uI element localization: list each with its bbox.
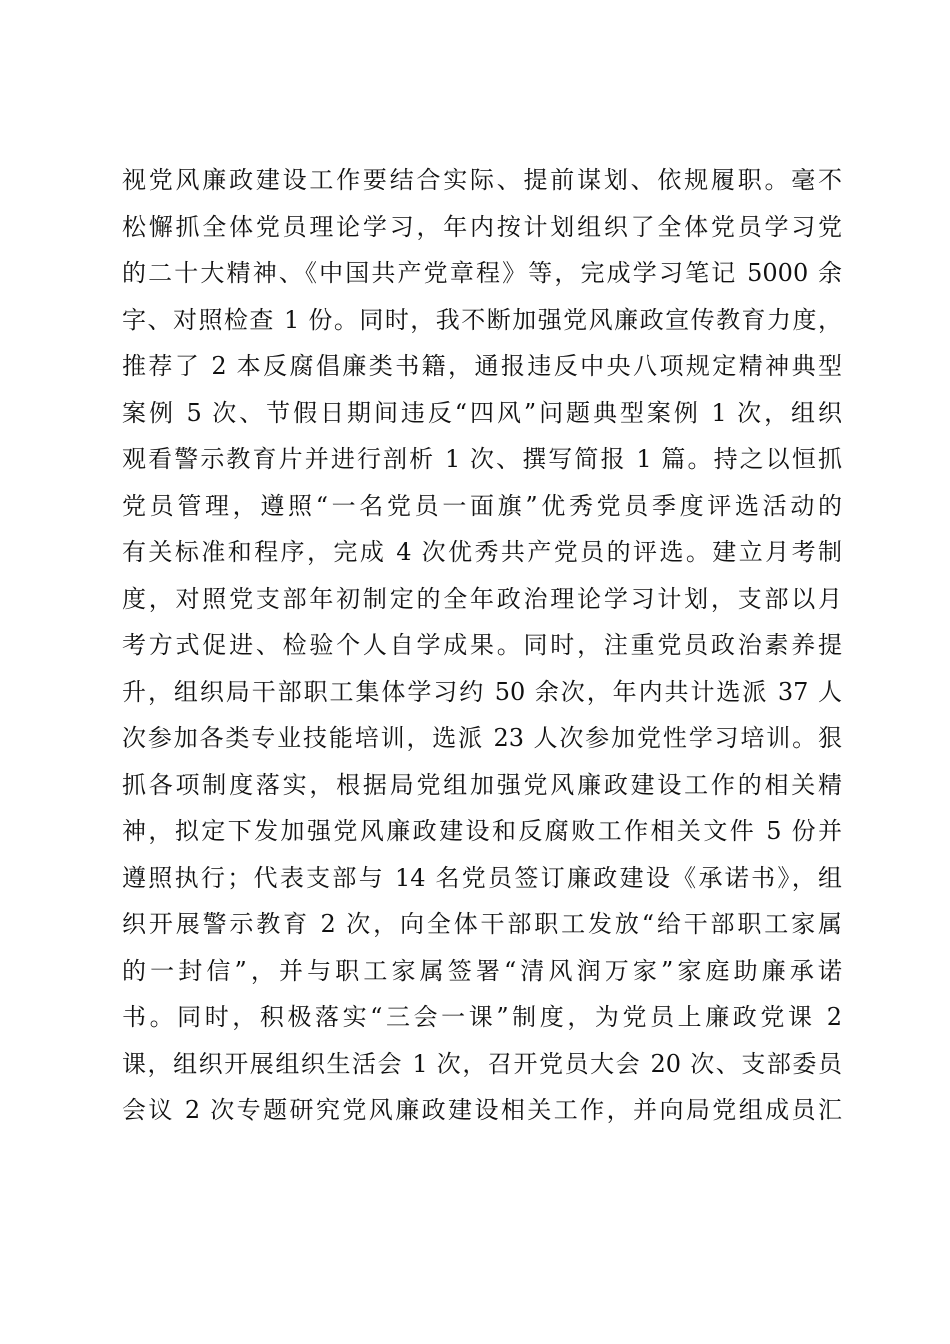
text-line: 书。同时，积极落实“三会一课”制度，为党员上廉政党课 2 <box>122 1003 842 1031</box>
text-line: 案例 5 次、节假日期间违反“四风”问题典型案例 1 次，组织 <box>122 398 842 427</box>
text-line: 考方式促进、检验个人自学成果。同时，注重党员政治素养提 <box>122 631 842 659</box>
text-line: 有关标准和程序，完成 4 次优秀共产党员的评选。建立月考制 <box>122 538 842 566</box>
text-line: 神，拟定下发加强党风廉政建设和反腐败工作相关文件 5 份并 <box>122 817 842 845</box>
text-line: 次参加各类专业技能培训，选派 23 人次参加党性学习培训。狠 <box>122 724 842 752</box>
text-line: 党员管理，遵照“一名党员一面旗”优秀党员季度评选活动的 <box>122 491 842 520</box>
text-line: 观看警示教育片并进行剖析 1 次、撰写简报 1 篇。持之以恒抓 <box>122 445 842 473</box>
text-line: 松懈抓全体党员理论学习，年内按计划组织了全体党员学习党 <box>122 212 842 241</box>
text-line: 抓各项制度落实，根据局党组加强党风廉政建设工作的相关精 <box>122 770 842 799</box>
text-line: 织开展警示教育 2 次，向全体干部职工发放“给干部职工家属 <box>122 910 842 938</box>
text-line: 课，组织开展组织生活会 1 次，召开党员大会 20 次、支部委员 <box>122 1049 842 1078</box>
body-paragraph <box>122 157 842 1134</box>
text-line: 字、对照检查 1 份。同时，我不断加强党风廉政宣传教育力度， <box>122 305 842 334</box>
text-line: 的二十大精神、《中国共产党章程》等，完成学习笔记 5000 余 <box>122 259 842 287</box>
text-line: 会议 2 次专题研究党风廉政建设相关工作，并向局党组成员汇 <box>122 1096 842 1124</box>
text-line: 升，组织局干部职工集体学习约 50 余次，年内共计选派 37 人 <box>122 677 842 706</box>
text-line: 度，对照党支部年初制定的全年政治理论学习计划，支部以月 <box>122 584 842 613</box>
text-line: 的一封信”，并与职工家属签署“清风润万家”家庭助廉承诺 <box>122 956 842 985</box>
text-line: 视党风廉政建设工作要结合实际、提前谋划、依规履职。毫不 <box>122 166 842 194</box>
text-line: 推荐了 2 本反腐倡廉类书籍，通报违反中央八项规定精神典型 <box>122 352 842 380</box>
text-line: 遵照执行；代表支部与 14 名党员签订廉政建设《承诺书》，组 <box>122 863 842 892</box>
